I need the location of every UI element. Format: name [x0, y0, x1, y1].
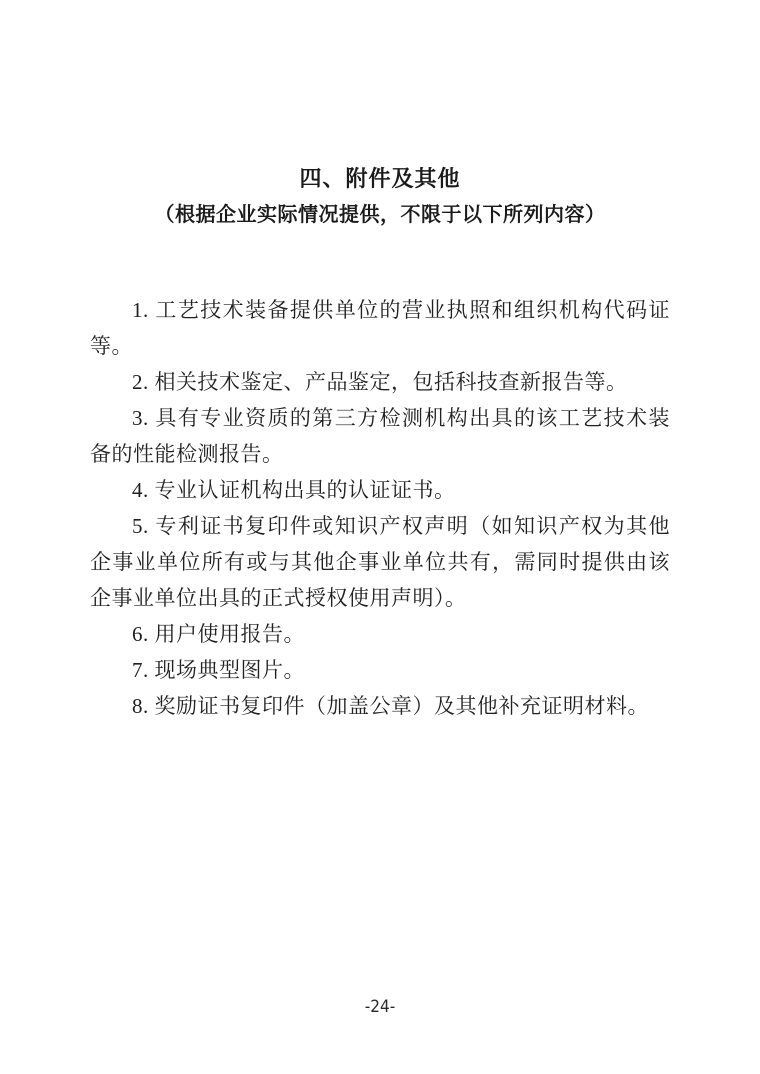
list-item-5: 5. 专利证书复印件或知识产权声明（如知识产权为其他企事业单位所有或与其他企事业单位共有，需同时提供由该企事业单位出具的正式授权使用声明）。: [90, 514, 670, 610]
list-item-1: 1. 工艺技术装备提供单位的营业执照和组织机构代码证等。: [90, 298, 670, 358]
list-item-4: 4. 专业认证机构出具的认证证书。: [132, 478, 456, 502]
page-subtitle: （根据企业实际情况提供，不限于以下所列内容）: [154, 204, 606, 226]
list-item-3: 3. 具有专业资质的第三方检测机构出具的该工艺技术装备的性能检测报告。: [90, 406, 670, 466]
list-item-2: 2. 相关技术鉴定、产品鉴定，包括科技查新报告等。: [132, 370, 628, 394]
page-title: 四、附件及其他: [299, 166, 461, 191]
list-item-6: 6. 用户使用报告。: [132, 622, 305, 646]
list-item-8: 8. 奖励证书复印件（加盖公章）及其他补充证明材料。: [132, 694, 649, 718]
page-number: -24-: [364, 997, 396, 1017]
document-body: [90, 292, 670, 724]
list-item-7: 7. 现场典型图片。: [132, 658, 305, 682]
